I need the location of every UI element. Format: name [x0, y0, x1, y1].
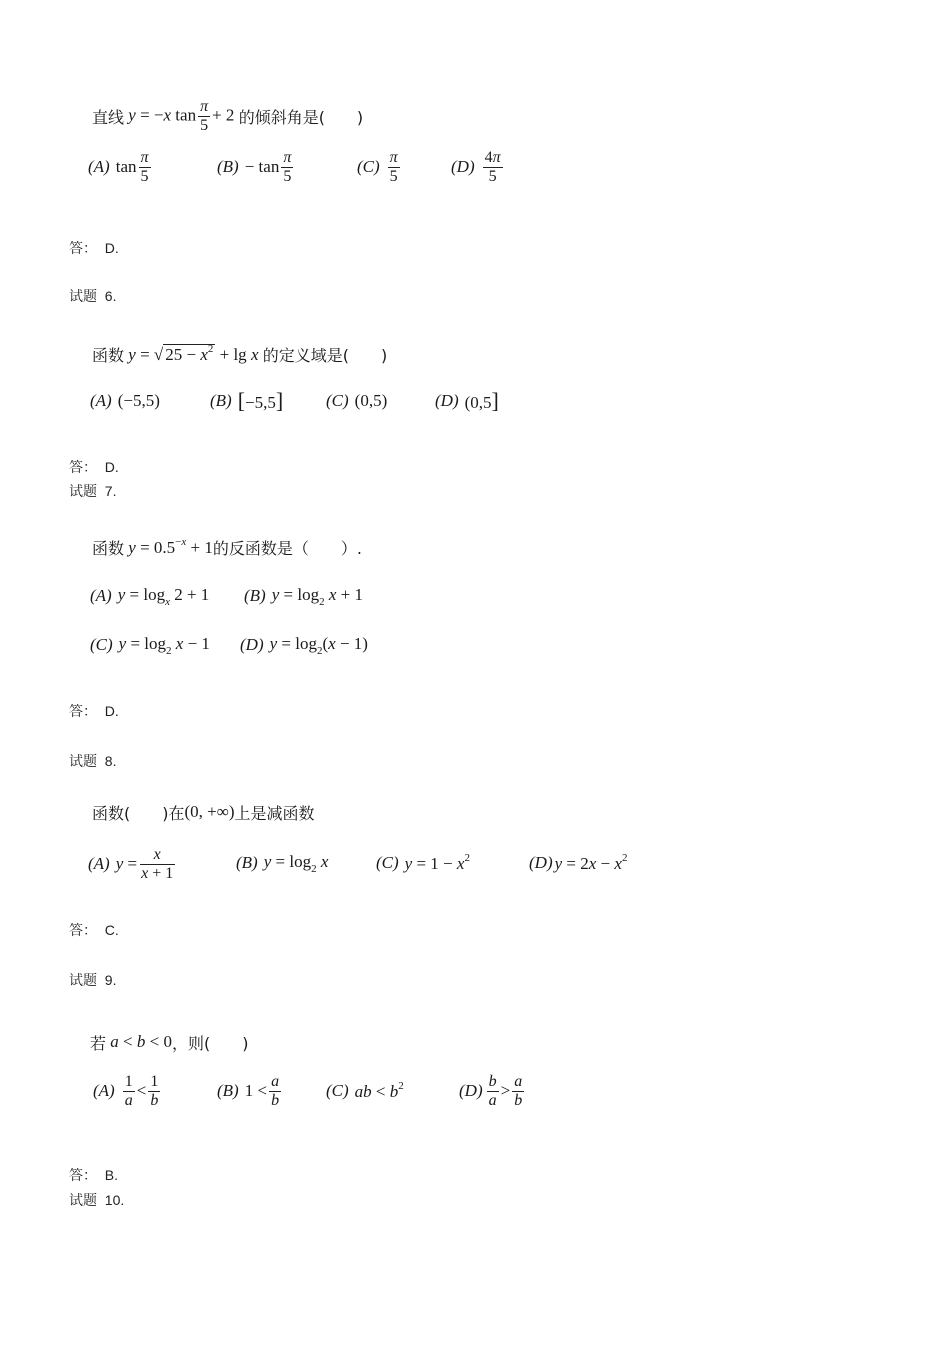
q7-answer-value: D.	[104, 703, 119, 719]
q8-option-b: (B) $y = \log_2 x$	[236, 851, 329, 875]
q6-option-b-label: (B)	[210, 391, 232, 410]
q5-option-b-label: (B)	[217, 157, 239, 176]
q5-option-d: (D) $\frac{4\pi}{5}$	[451, 148, 501, 185]
q8-option-a: (A) y = $\frac{x}{x + 1}$	[88, 845, 174, 882]
q5-stem	[92, 96, 363, 136]
q5-stem-formula: y = −x tan $\frac{\pi}{5}$ + 2	[128, 97, 239, 134]
q7-heading	[69, 481, 116, 501]
q10-heading-number: 10.	[104, 1192, 125, 1208]
q7-answer	[69, 701, 119, 721]
q7-stem-formula: $y = 0.5^{-x} + 1$	[128, 536, 213, 557]
q5-answer	[69, 238, 119, 258]
q9-option-a: (A) $\frac{1}{a}$ < $\frac{1}{b}$	[93, 1072, 159, 1109]
q5-option-b: (B) − tan $\frac{\pi}{5}$	[217, 148, 292, 185]
q6-answer-value: D.	[104, 459, 119, 475]
q9-option-b-label: (B)	[217, 1081, 239, 1100]
q6-option-d-label: (D)	[435, 391, 459, 410]
q7-option-a-label: (A)	[90, 586, 112, 605]
q7-stem-suffix: 的反函数是（ ）.	[212, 538, 362, 558]
q9-answer-value: B.	[104, 1167, 119, 1183]
q5-option-a: (A) tan $\frac{\pi}{5}$	[88, 148, 149, 185]
q8-stem-suffix: 上是减函数	[234, 803, 315, 823]
q9-heading-label: 试题	[69, 972, 97, 988]
q7-heading-label: 试题	[69, 483, 97, 499]
q8-heading	[69, 751, 116, 771]
q9-stem-prefix: 若	[90, 1033, 107, 1053]
q9-option-a-label: (A)	[93, 1081, 115, 1100]
q5-option-c: (C) $\frac{\pi}{5}$	[357, 148, 398, 185]
q8-option-b-label: (B)	[236, 853, 258, 872]
q6-heading-number: 6.	[104, 288, 117, 304]
q10-heading	[69, 1190, 124, 1210]
q6-option-a-label: (A)	[90, 391, 112, 410]
q8-option-c-label: (C)	[376, 853, 399, 872]
q5-stem-suffix: 的倾斜角是( )	[238, 107, 364, 127]
q8-heading-number: 8.	[104, 753, 117, 769]
q6-answer	[69, 457, 119, 477]
q6-stem-formula: y = √ $25 - x^2 + \lg x$	[128, 343, 259, 364]
q6-option-b: (B) [−5,5]	[210, 388, 284, 413]
q7-heading-number: 7.	[104, 483, 117, 499]
q6-stem	[92, 340, 387, 368]
q6-option-c: (C) (0,5)	[326, 391, 388, 410]
q8-answer-label: 答：	[69, 922, 97, 938]
q8-heading-label: 试题	[69, 753, 97, 769]
q6-stem-prefix: 函数	[92, 345, 125, 365]
q5-option-d-label: (D)	[451, 157, 475, 176]
q9-answer	[69, 1165, 118, 1185]
q7-option-d: (D) $y = \log_2(x - 1)$	[240, 633, 368, 657]
q9-stem-suffix: ，则( )	[171, 1033, 249, 1053]
q9-stem	[90, 1029, 248, 1055]
q9-heading-number: 9.	[104, 972, 117, 988]
q7-answer-label: 答：	[69, 703, 97, 719]
q9-heading	[69, 970, 116, 990]
q8-answer-value: C.	[104, 922, 119, 938]
q7-stem-prefix: 函数	[92, 538, 125, 558]
q9-option-c-label: (C)	[326, 1081, 349, 1100]
q5-answer-value: D.	[104, 240, 119, 256]
q8-option-c: (C) $y = 1 - x^2$	[376, 852, 470, 873]
q6-option-a: (A) (−5,5)	[90, 391, 160, 410]
q7-option-c: (C) $y = \log_2 x - 1$	[90, 633, 210, 657]
q5-option-c-label: (C)	[357, 157, 380, 176]
q8-stem	[92, 799, 315, 825]
q10-heading-label: 试题	[69, 1192, 97, 1208]
q6-stem-suffix: 的定义域是( )	[262, 345, 388, 365]
q5-answer-label: 答：	[69, 240, 97, 256]
q9-option-b: (B) 1 < $\frac{a}{b}$	[217, 1072, 280, 1109]
q7-stem	[92, 534, 362, 560]
q6-option-c-label: (C)	[326, 391, 349, 410]
q7-option-b: (B) $y = \log_2 x + 1$	[244, 584, 363, 608]
q7-option-b-label: (B)	[244, 586, 266, 605]
q8-stem-prefix: 函数( )在	[92, 803, 185, 823]
q6-option-d: (D) (0,5]	[435, 388, 499, 413]
q7-option-d-label: (D)	[240, 635, 264, 654]
q8-option-d-label: (D)	[529, 853, 553, 872]
q9-option-d: (D) $\frac{b}{a}$ > $\frac{a}{b}$	[459, 1072, 523, 1109]
q5-stem-prefix: 直线	[92, 107, 125, 127]
q8-option-d: (D) $y = 2x - x^2$	[529, 852, 628, 873]
q7-option-a: (A) $y = \log_x 2 + 1$	[90, 584, 210, 608]
q5-option-a-label: (A)	[88, 157, 110, 176]
q9-option-c: (C) ab < $b^2$	[326, 1080, 404, 1101]
q9-option-d-label: (D)	[459, 1081, 483, 1100]
q9-stem-formula: a < b < 0	[110, 1032, 172, 1051]
q6-answer-label: 答：	[69, 459, 97, 475]
q9-answer-label: 答：	[69, 1167, 97, 1183]
q6-heading	[69, 286, 116, 306]
q8-answer	[69, 920, 119, 940]
q8-option-a-label: (A)	[88, 854, 110, 873]
q7-option-c-label: (C)	[90, 635, 113, 654]
q8-stem-formula: (0, +∞)	[184, 802, 235, 821]
q6-heading-label: 试题	[69, 288, 97, 304]
